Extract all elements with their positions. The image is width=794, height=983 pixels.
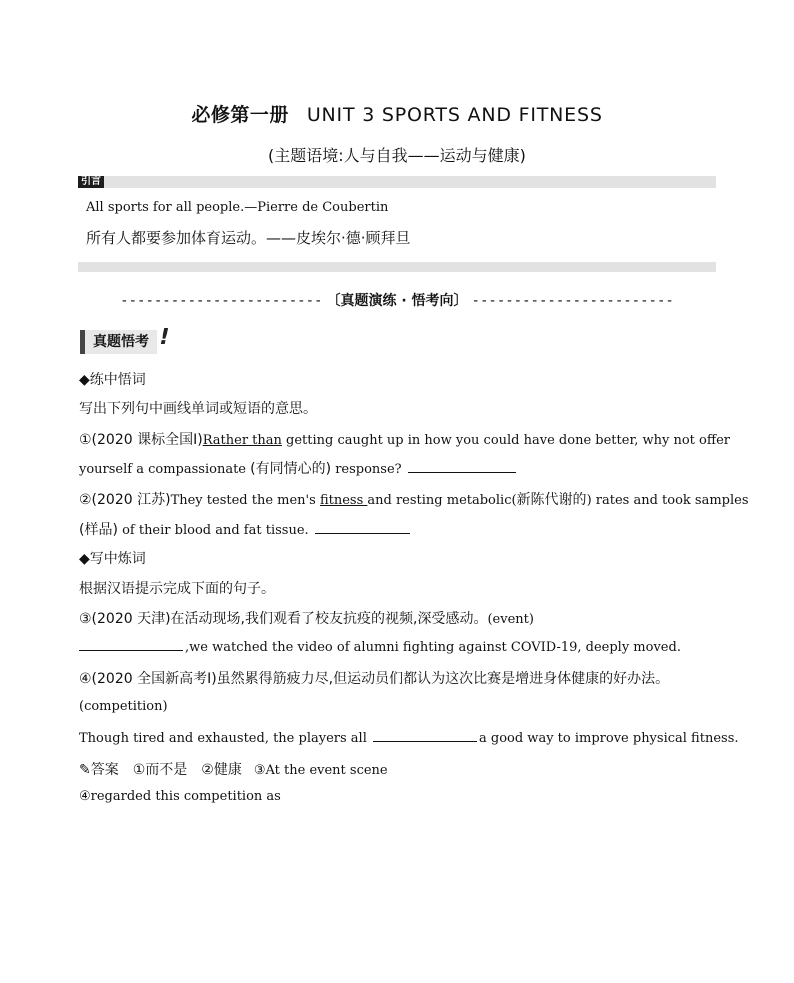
title-english: UNIT 3 SPORTS AND FITNESS: [306, 104, 603, 126]
section-tag: [80, 325, 172, 354]
q3-answer-blank[interactable]: [79, 638, 183, 651]
q1-rest: getting caught up in how you could have done better, why not offer: [281, 433, 730, 448]
quote-chinese: 所有人都要参加体育运动。——皮埃尔·德·顾拜旦: [86, 229, 411, 247]
section-divider: [0, 290, 794, 310]
part1-heading: ◆练中悟词: [79, 372, 146, 388]
q1-line2-b: response?: [331, 462, 406, 477]
q3-answer-text: ,we watched the video of alumni fighting against COVID-19, deeply moved.: [185, 640, 681, 655]
title-chinese: 必修第一册: [191, 104, 289, 126]
q1-underlined: Rather than: [202, 433, 282, 448]
answer-pen-icon: ✎: [79, 762, 91, 778]
q4-answer-blank[interactable]: [373, 729, 477, 742]
part2-instruction: 根据汉语提示完成下面的句子。: [79, 581, 275, 597]
q3-hint: (event): [487, 612, 534, 627]
question-4-hint: (competition): [79, 699, 168, 714]
q2-text-b: and resting metabolic(: [367, 493, 517, 508]
page-subtitle: (主题语境:人与自我——运动与健康): [268, 146, 526, 165]
intro-band-bottom: [78, 262, 716, 272]
part2-heading: ◆写中炼词: [79, 551, 146, 567]
q2-text-c: ) rates and took samples: [586, 493, 749, 508]
question-2-line-1: [79, 489, 749, 509]
divider-dashes-left: ------------------------: [120, 293, 323, 309]
question-3-answer-line: [79, 638, 681, 655]
question-3-prompt: [79, 608, 534, 628]
question-4-answer-line: [79, 729, 739, 746]
answer-3: ③At the event scene: [253, 763, 388, 778]
question-1-line-1: [79, 429, 730, 449]
q2-prefix: ②(2020 江苏): [79, 492, 171, 508]
question-1-line-2: [79, 458, 518, 478]
answers-line-2: ④regarded this competition as: [79, 789, 281, 804]
intro-band-top: [78, 176, 716, 188]
q2-zh-gloss: 新陈代谢的: [516, 492, 587, 508]
q1-line2-a: yourself a compassionate: [79, 462, 251, 477]
page-title: [0, 100, 794, 127]
question-4-prompt: ④(2020 全国新高考Ⅰ)虽然累得筋疲力尽,但运动员们都认为这次比赛是增进身体健康的好办法。: [79, 671, 670, 687]
q2-line2-zh: (样品): [79, 522, 118, 538]
q3-prompt-text: ③(2020 天津)在活动现场,我们观看了校友抗疫的视频,深受感动。: [79, 611, 488, 627]
exclamation-icon: !: [156, 325, 172, 350]
answer-1: ①而不是: [132, 762, 188, 778]
part1-instruction: 写出下列句中画线单词或短语的意思。: [79, 401, 317, 417]
q2-underlined: fitness: [319, 493, 368, 508]
q2-answer-blank[interactable]: [315, 521, 410, 534]
q4-answer-a: Though tired and exhausted, the players all: [79, 731, 371, 746]
q1-line2-zh: (有同情心的): [250, 461, 332, 477]
q4-answer-b: a good way to improve physical fitness.: [479, 731, 739, 746]
q1-answer-blank[interactable]: [408, 460, 516, 473]
q2-line2-b: of their blood and fat tissue.: [117, 523, 313, 538]
divider-dashes-right: ------------------------: [471, 293, 674, 309]
answers-label: 答案: [90, 762, 119, 778]
q2-text-a: They tested the men's: [170, 493, 320, 508]
section-tag-label: 真题悟考: [93, 334, 149, 350]
quote-english: All sports for all people.—Pierre de Coubertin: [86, 200, 389, 215]
q1-prefix: ①(2020 课标全国Ⅰ): [79, 432, 203, 448]
answers-line-1: [79, 759, 388, 779]
question-2-line-2: [79, 519, 412, 539]
answer-2: ②健康: [201, 762, 242, 778]
divider-label: 〔真题演练 · 悟考向〕: [326, 293, 468, 309]
intro-label: 引言: [78, 176, 104, 188]
